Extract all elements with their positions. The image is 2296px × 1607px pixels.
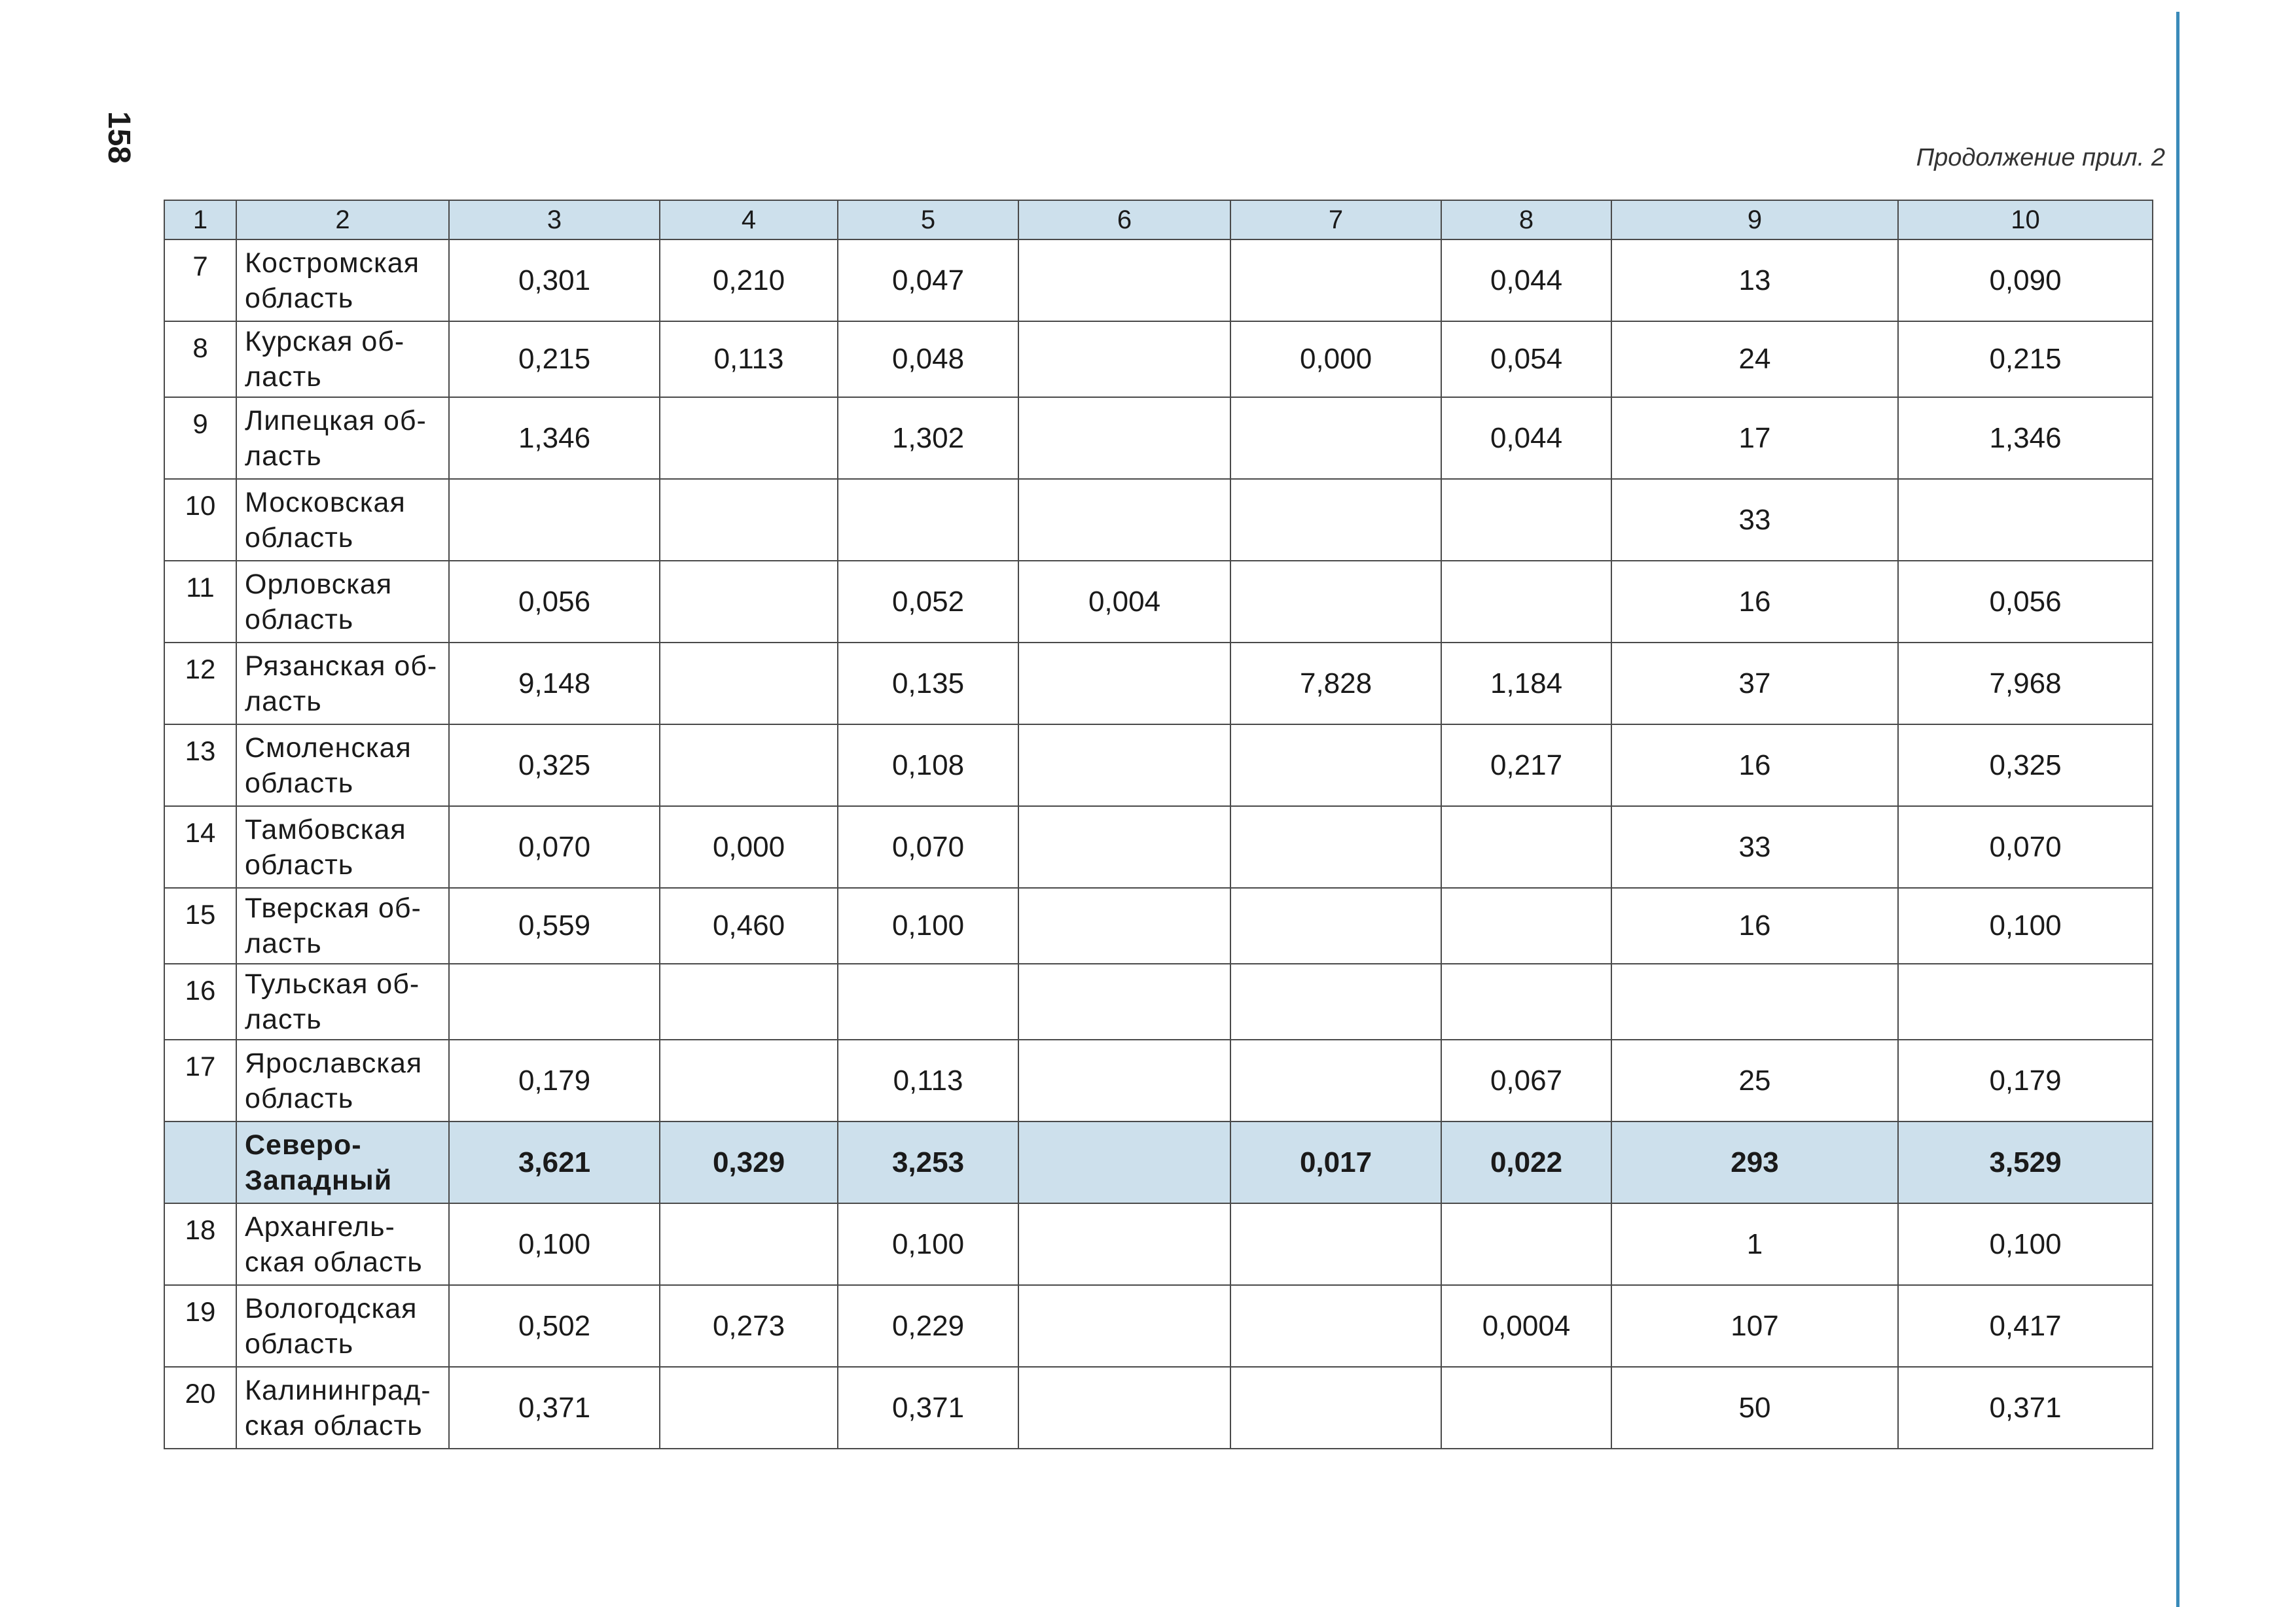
- table-row: [164, 1203, 2153, 1285]
- region-name-line: Курская об-: [245, 326, 405, 357]
- value-cell-col3: 0,559: [449, 888, 660, 964]
- region-name-cell: [236, 806, 449, 888]
- region-name-line: ласть: [245, 440, 322, 472]
- value-cell-col7: [1230, 479, 1441, 561]
- value-cell-col7: [1230, 239, 1441, 321]
- value-cell-col5: [838, 479, 1018, 561]
- value-cell-col3: 0,179: [449, 1040, 660, 1121]
- region-name-cell: [236, 561, 449, 643]
- row-number-cell: 8: [164, 321, 236, 397]
- column-header: 5: [838, 200, 1018, 239]
- value-cell-col9: 33: [1611, 479, 1898, 561]
- value-cell-col9: 16: [1611, 724, 1898, 806]
- table-row: [164, 888, 2153, 964]
- region-name-cell: [236, 239, 449, 321]
- region-name-line: область: [245, 849, 354, 881]
- value-cell-col10: 0,179: [1898, 1040, 2153, 1121]
- value-cell-col6: [1018, 964, 1230, 1040]
- value-cell-col8: 0,217: [1441, 724, 1611, 806]
- value-cell-col3: 0,215: [449, 321, 660, 397]
- value-cell-col4: 0,273: [660, 1285, 838, 1367]
- column-header: 3: [449, 200, 660, 239]
- region-name-line: ская область: [245, 1409, 423, 1441]
- region-name-line: Тульская об-: [245, 968, 420, 1000]
- value-cell-col5: 0,108: [838, 724, 1018, 806]
- value-cell-col8: 0,054: [1441, 321, 1611, 397]
- region-name-cell: [236, 397, 449, 479]
- value-cell-col5: 0,070: [838, 806, 1018, 888]
- value-cell-col9: 50: [1611, 1367, 1898, 1449]
- region-name-line: Вологодская: [245, 1292, 418, 1324]
- value-cell-col8: [1441, 1367, 1611, 1449]
- value-cell-col4: 0,329: [660, 1121, 838, 1203]
- region-name-line: Смоленская: [245, 732, 412, 764]
- row-number-cell: 20: [164, 1367, 236, 1449]
- region-name-line: Орловская: [245, 568, 393, 600]
- value-cell-col7: [1230, 397, 1441, 479]
- region-name-line: область: [245, 1328, 354, 1360]
- row-number-cell: 11: [164, 561, 236, 643]
- value-cell-col5: 0,048: [838, 321, 1018, 397]
- table-header-row: [164, 200, 2153, 239]
- value-cell-col7: 0,000: [1230, 321, 1441, 397]
- region-name-line: Костромская: [245, 247, 420, 279]
- region-name-line: Рязанская об-: [245, 650, 438, 682]
- value-cell-col3: 0,301: [449, 239, 660, 321]
- table-row: [164, 724, 2153, 806]
- column-header: 9: [1611, 200, 1898, 239]
- column-header: 6: [1018, 200, 1230, 239]
- value-cell-col3: [449, 479, 660, 561]
- value-cell-col9: 24: [1611, 321, 1898, 397]
- value-cell-col9: [1611, 964, 1898, 1040]
- value-cell-col6: [1018, 724, 1230, 806]
- table-row: [164, 561, 2153, 643]
- value-cell-col6: [1018, 643, 1230, 724]
- row-number-cell: 19: [164, 1285, 236, 1367]
- region-name-cell: [236, 321, 449, 397]
- value-cell-col8: [1441, 479, 1611, 561]
- value-cell-col7: [1230, 964, 1441, 1040]
- table-row: [164, 1367, 2153, 1449]
- row-number-cell: 18: [164, 1203, 236, 1285]
- region-name-cell: [236, 1121, 449, 1203]
- value-cell-col8: [1441, 561, 1611, 643]
- region-name-cell: [236, 643, 449, 724]
- value-cell-col10: 0,100: [1898, 888, 2153, 964]
- side-rule: [2176, 12, 2179, 1607]
- table-row: [164, 643, 2153, 724]
- value-cell-col7: 7,828: [1230, 643, 1441, 724]
- value-cell-col10: 0,325: [1898, 724, 2153, 806]
- table-row: [164, 806, 2153, 888]
- value-cell-col5: 0,100: [838, 1203, 1018, 1285]
- row-number-cell: 10: [164, 479, 236, 561]
- value-cell-col5: 0,229: [838, 1285, 1018, 1367]
- column-header: 7: [1230, 200, 1441, 239]
- value-cell-col6: [1018, 397, 1230, 479]
- row-number-cell: 17: [164, 1040, 236, 1121]
- value-cell-col7: [1230, 724, 1441, 806]
- region-name-line: ласть: [245, 685, 322, 717]
- value-cell-col4: [660, 1367, 838, 1449]
- value-cell-col8: [1441, 964, 1611, 1040]
- value-cell-col4: [660, 1203, 838, 1285]
- column-header: 4: [660, 200, 838, 239]
- value-cell-col4: 0,000: [660, 806, 838, 888]
- value-cell-col4: 0,460: [660, 888, 838, 964]
- value-cell-col6: [1018, 321, 1230, 397]
- table-body: [164, 239, 2153, 1449]
- region-name-cell: [236, 1040, 449, 1121]
- value-cell-col8: [1441, 888, 1611, 964]
- value-cell-col10: 0,090: [1898, 239, 2153, 321]
- value-cell-col8: 0,022: [1441, 1121, 1611, 1203]
- value-cell-col9: 25: [1611, 1040, 1898, 1121]
- table-row: [164, 964, 2153, 1040]
- value-cell-col3: 1,346: [449, 397, 660, 479]
- value-cell-col9: 16: [1611, 888, 1898, 964]
- value-cell-col5: [838, 964, 1018, 1040]
- row-number-cell: 15: [164, 888, 236, 964]
- column-header: 8: [1441, 200, 1611, 239]
- value-cell-col9: 1: [1611, 1203, 1898, 1285]
- value-cell-col6: [1018, 1285, 1230, 1367]
- region-name-cell: [236, 479, 449, 561]
- column-header: 10: [1898, 200, 2153, 239]
- table-row: [164, 321, 2153, 397]
- value-cell-col5: 0,371: [838, 1367, 1018, 1449]
- value-cell-col9: 16: [1611, 561, 1898, 643]
- region-name-line: Северо-: [245, 1129, 362, 1161]
- value-cell-col7: [1230, 1285, 1441, 1367]
- value-cell-col6: [1018, 1121, 1230, 1203]
- value-cell-col5: 0,113: [838, 1040, 1018, 1121]
- value-cell-col7: [1230, 1367, 1441, 1449]
- value-cell-col7: [1230, 1040, 1441, 1121]
- value-cell-col7: [1230, 1203, 1441, 1285]
- value-cell-col7: 0,017: [1230, 1121, 1441, 1203]
- column-header: 1: [164, 200, 236, 239]
- value-cell-col8: 0,067: [1441, 1040, 1611, 1121]
- region-name-line: ласть: [245, 1004, 322, 1035]
- value-cell-col4: [660, 724, 838, 806]
- region-name-line: область: [245, 1082, 354, 1114]
- row-number-cell: 14: [164, 806, 236, 888]
- value-cell-col3: 0,100: [449, 1203, 660, 1285]
- continuation-caption: Продолжение прил. 2: [1916, 144, 2165, 171]
- value-cell-col10: 1,346: [1898, 397, 2153, 479]
- value-cell-col5: 0,135: [838, 643, 1018, 724]
- value-cell-col4: [660, 643, 838, 724]
- value-cell-col10: 7,968: [1898, 643, 2153, 724]
- value-cell-col10: 0,100: [1898, 1203, 2153, 1285]
- value-cell-col5: 1,302: [838, 397, 1018, 479]
- value-cell-col3: 0,056: [449, 561, 660, 643]
- value-cell-col3: 0,371: [449, 1367, 660, 1449]
- value-cell-col7: [1230, 561, 1441, 643]
- region-name-cell: [236, 1285, 449, 1367]
- value-cell-col3: [449, 964, 660, 1040]
- value-cell-col9: 13: [1611, 239, 1898, 321]
- row-number-cell: 13: [164, 724, 236, 806]
- value-cell-col5: 0,047: [838, 239, 1018, 321]
- value-cell-col8: [1441, 806, 1611, 888]
- region-name-line: область: [245, 521, 354, 554]
- region-name-line: ская область: [245, 1246, 423, 1278]
- region-name-cell: [236, 888, 449, 964]
- value-cell-col4: [660, 561, 838, 643]
- value-cell-col6: [1018, 479, 1230, 561]
- region-name-line: ласть: [245, 361, 322, 393]
- region-name-line: Архангель-: [245, 1210, 395, 1243]
- value-cell-col6: [1018, 888, 1230, 964]
- region-name-line: Московская: [245, 486, 406, 518]
- value-cell-col6: [1018, 1040, 1230, 1121]
- region-name-cell: [236, 1367, 449, 1449]
- value-cell-col4: 0,113: [660, 321, 838, 397]
- value-cell-col6: [1018, 806, 1230, 888]
- value-cell-col4: [660, 479, 838, 561]
- row-number-cell: 12: [164, 643, 236, 724]
- value-cell-col4: [660, 964, 838, 1040]
- value-cell-col10: 0,215: [1898, 321, 2153, 397]
- region-name-line: область: [245, 767, 354, 799]
- row-number-cell: 7: [164, 239, 236, 321]
- value-cell-col10: [1898, 964, 2153, 1040]
- region-name-line: Липецкая об-: [245, 404, 427, 436]
- summary-row: [164, 1121, 2153, 1203]
- value-cell-col4: 0,210: [660, 239, 838, 321]
- region-name-cell: [236, 964, 449, 1040]
- data-table: [164, 200, 2153, 1449]
- value-cell-col6: [1018, 239, 1230, 321]
- value-cell-col3: 9,148: [449, 643, 660, 724]
- table-row: [164, 239, 2153, 321]
- region-name-line: Тверская об-: [245, 892, 422, 924]
- value-cell-col8: 0,044: [1441, 397, 1611, 479]
- value-cell-col4: [660, 397, 838, 479]
- table-row: [164, 1040, 2153, 1121]
- value-cell-col9: 107: [1611, 1285, 1898, 1367]
- value-cell-col6: [1018, 1203, 1230, 1285]
- value-cell-col10: 3,529: [1898, 1121, 2153, 1203]
- region-name-line: ласть: [245, 928, 322, 959]
- value-cell-col10: 0,371: [1898, 1367, 2153, 1449]
- page-number: 158: [101, 111, 137, 164]
- value-cell-col10: 0,070: [1898, 806, 2153, 888]
- table-row: [164, 397, 2153, 479]
- value-cell-col3: 0,070: [449, 806, 660, 888]
- value-cell-col8: 1,184: [1441, 643, 1611, 724]
- value-cell-col4: [660, 1040, 838, 1121]
- value-cell-col9: 37: [1611, 643, 1898, 724]
- column-header: 2: [236, 200, 449, 239]
- value-cell-col10: [1898, 479, 2153, 561]
- value-cell-col8: [1441, 1203, 1611, 1285]
- value-cell-col8: 0,044: [1441, 239, 1611, 321]
- region-name-cell: [236, 724, 449, 806]
- value-cell-col6: [1018, 1367, 1230, 1449]
- value-cell-col3: 0,502: [449, 1285, 660, 1367]
- value-cell-col8: 0,0004: [1441, 1285, 1611, 1367]
- value-cell-col6: 0,004: [1018, 561, 1230, 643]
- region-name-cell: [236, 1203, 449, 1285]
- value-cell-col3: 0,325: [449, 724, 660, 806]
- value-cell-col10: 0,056: [1898, 561, 2153, 643]
- table-row: [164, 1285, 2153, 1367]
- value-cell-col7: [1230, 806, 1441, 888]
- value-cell-col10: 0,417: [1898, 1285, 2153, 1367]
- value-cell-col9: 33: [1611, 806, 1898, 888]
- region-name-line: Калининград-: [245, 1374, 431, 1406]
- region-name-line: Ярославская: [245, 1047, 423, 1079]
- value-cell-col5: 3,253: [838, 1121, 1018, 1203]
- value-cell-col9: 17: [1611, 397, 1898, 479]
- row-number-cell: 16: [164, 964, 236, 1040]
- value-cell-col7: [1230, 888, 1441, 964]
- region-name-line: Тамбовская: [245, 813, 406, 845]
- row-number-cell: 9: [164, 397, 236, 479]
- value-cell-col5: 0,100: [838, 888, 1018, 964]
- region-name-line: Западный: [245, 1164, 393, 1196]
- value-cell-col5: 0,052: [838, 561, 1018, 643]
- region-name-line: область: [245, 603, 354, 635]
- row-number-cell: [164, 1121, 236, 1203]
- value-cell-col9: 293: [1611, 1121, 1898, 1203]
- value-cell-col3: 3,621: [449, 1121, 660, 1203]
- table-row: [164, 479, 2153, 561]
- region-name-line: область: [245, 282, 354, 314]
